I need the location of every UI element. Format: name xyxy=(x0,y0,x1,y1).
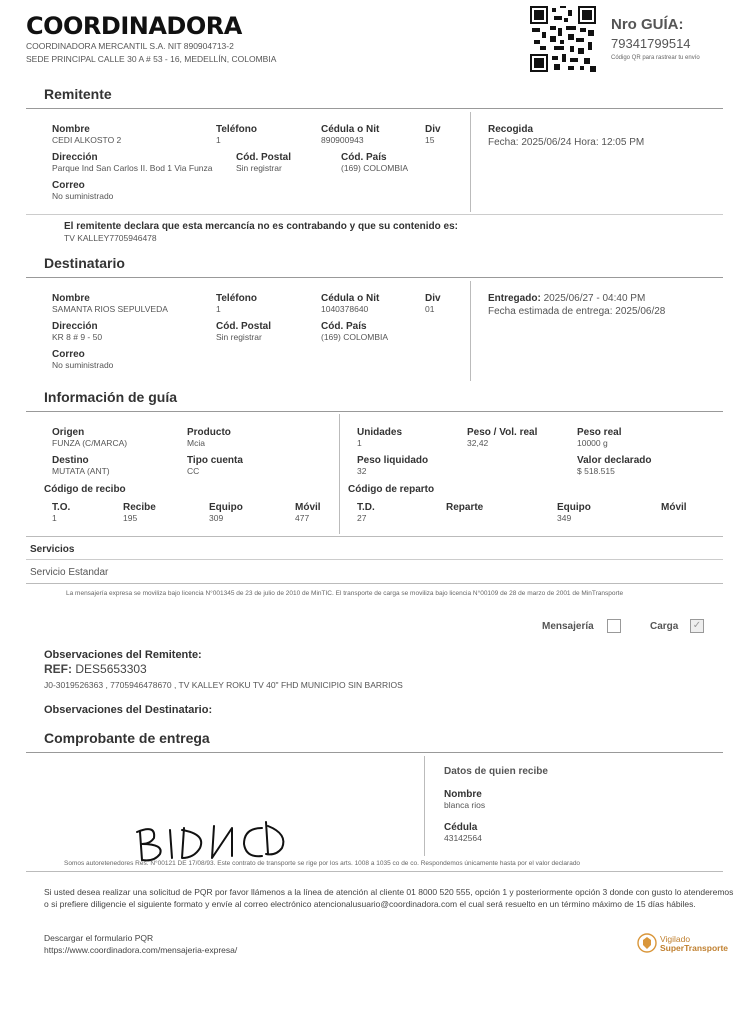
des-postal: Sin registrar xyxy=(216,332,262,342)
tipo-cuenta-label: Tipo cuenta xyxy=(187,455,243,466)
des-div: 01 xyxy=(425,304,435,314)
rem-cedula-label: Cédula o Nit xyxy=(321,124,380,135)
codigo-recibo-title: Código de recibo xyxy=(44,484,126,495)
peso-vol: 32,42 xyxy=(467,438,489,448)
obs-remitente-title: Observaciones del Remitente: xyxy=(44,649,202,661)
movil-value: 477 xyxy=(295,513,310,523)
recibe-nombre: blanca rios xyxy=(444,800,486,810)
des-pais-label: Cód. País xyxy=(321,321,367,332)
entregado-label: Entregado: xyxy=(488,293,541,304)
recibe-value: 195 xyxy=(123,513,138,523)
guia-number: 79341799514 xyxy=(611,36,691,51)
rem-nombre: CEDI ALKOSTO 2 xyxy=(52,135,122,145)
des-nombre: SAMANTA RIOS SEPULVEDA xyxy=(52,304,168,314)
recibe-nombre-label: Nombre xyxy=(444,789,482,800)
rem-postal: Sin registrar xyxy=(236,163,282,173)
movil-label: Móvil xyxy=(295,502,321,513)
des-correo-label: Correo xyxy=(52,349,85,360)
mensajeria-label: Mensajería xyxy=(542,621,594,632)
recibe-cedula-label: Cédula xyxy=(444,822,478,833)
supertransporte-label: SuperTransporte xyxy=(660,943,729,953)
peso-real-label: Peso real xyxy=(577,427,622,438)
des-cedula: 1040378640 xyxy=(321,304,369,314)
recogida-label: Recogida xyxy=(488,124,534,135)
des-direccion-label: Dirección xyxy=(52,321,98,332)
rem-div: 15 xyxy=(425,135,435,145)
servicios-title: Servicios xyxy=(30,544,75,555)
recogida-value: Fecha: 2025/06/24 Hora: 12:05 PM xyxy=(488,137,645,148)
to-label: T.O. xyxy=(52,502,71,513)
des-telefono-label: Teléfono xyxy=(216,293,257,304)
rem-correo: No suministrado xyxy=(52,191,114,201)
peso-real: 10000 g xyxy=(577,438,608,448)
unidades-label: Unidades xyxy=(357,427,403,438)
valor-declarado-label: Valor declarado xyxy=(577,455,652,466)
qr-caption: Código QR para rastrear tu envío xyxy=(611,55,700,61)
obs-destinatario-title: Observaciones del Destinatario: xyxy=(44,704,213,716)
remitente-title: Remitente xyxy=(44,86,112,102)
td-value: 27 xyxy=(357,513,367,523)
reparte-label: Reparte xyxy=(446,502,484,513)
coordinadora-logo: COORDINADORA xyxy=(26,12,242,40)
entregado-row xyxy=(488,293,645,304)
ref-value: DES5653303 xyxy=(75,662,147,676)
company-line1: COORDINADORA MERCANTIL S.A. NIT 890904713-2 xyxy=(26,41,234,51)
des-correo: No suministrado xyxy=(52,360,114,370)
des-direccion: KR 8 # 9 - 50 xyxy=(52,332,103,342)
movil2-label: Móvil xyxy=(661,502,687,513)
des-nombre-label: Nombre xyxy=(52,293,90,304)
origen: FUNZA (C/MARCA) xyxy=(52,438,128,448)
legal-text: Somos autoretenedores Res. N°00121 DE 17/08/93. Este contrato de transporte se rige por los arts. 1008 a 1035 co de co. Respondemos únicamente hasta por el valor declarado xyxy=(64,860,581,867)
rem-pais: (169) COLOMBIA xyxy=(341,163,409,173)
rem-direccion-label: Dirección xyxy=(52,152,98,163)
licencia-text: La mensajería expresa se moviliza bajo licencia N°001345 de 23 de julio de 2010 de MinTIC. El transporte de carga se moviliza bajo licencia N°00109 de 28 de marzo de 2001 de MinTransporte xyxy=(66,590,624,597)
destinatario-title: Destinatario xyxy=(44,255,125,271)
rem-cedula: 890900943 xyxy=(321,135,364,145)
equipo-label: Equipo xyxy=(209,502,243,513)
vigilado-label: Vigilado xyxy=(660,934,691,944)
guia-label: Nro GUÍA: xyxy=(611,16,684,33)
des-telefono: 1 xyxy=(216,304,221,314)
tipo-cuenta: CC xyxy=(187,466,200,476)
destino: MUTATA (ANT) xyxy=(52,466,110,476)
pqr-link[interactable]: https://www.coordinadora.com/mensajeria-expresa/ xyxy=(44,945,238,955)
contenido: TV KALLEY7705946478 xyxy=(64,233,157,243)
ref-label: REF: xyxy=(44,662,72,676)
recibe-cedula: 43142564 xyxy=(444,833,482,843)
mensajeria-checkbox[interactable] xyxy=(607,619,621,633)
supertransporte-shield-icon xyxy=(637,932,657,954)
entregado-value: 2025/06/27 - 04:40 PM xyxy=(543,293,646,304)
des-div-label: Div xyxy=(425,293,441,304)
peso-vol-label: Peso / Vol. real xyxy=(467,427,538,438)
recibe-label: Recibe xyxy=(123,502,156,513)
equipo2-label: Equipo xyxy=(557,502,591,513)
destino-label: Destino xyxy=(52,455,89,466)
guia-title: Información de guía xyxy=(44,389,178,405)
declaracion: El remitente declara que esta mercancía no es contrabando y que su contenido es: xyxy=(64,221,459,232)
rem-postal-label: Cód. Postal xyxy=(236,152,292,163)
company-line2: SEDE PRINCIPAL CALLE 30 A # 53 - 16, MEDELLÍN, COLOMBIA xyxy=(26,54,277,64)
rem-correo-label: Correo xyxy=(52,180,85,191)
descargar-label: Descargar el formulario PQR xyxy=(44,933,154,943)
pqr-text: Si usted desea realizar una solicitud de PQR por favor llámenos a la línea de atención al cliente 01 8000 520 555, opción 1 y posteriormente opción 3 donde con gusto lo atenderemos o si prefiere diligencie el siguiente formato y envíe al correo electrónico atencionalusuario@coordinadora.com el cual será resuelto en un término máximo de 15 días hábiles. xyxy=(44,887,734,909)
peso-liquidado-label: Peso liquidado xyxy=(357,455,429,466)
producto-label: Producto xyxy=(187,427,231,438)
fecha-estimada: Fecha estimada de entrega: 2025/06/28 xyxy=(488,306,666,317)
rem-direccion: Parque Ind San Carlos II. Bod 1 Via Funza xyxy=(52,163,213,173)
equipo2-value: 349 xyxy=(557,513,572,523)
des-cedula-label: Cédula o Nit xyxy=(321,293,380,304)
equipo-value: 309 xyxy=(209,513,224,523)
comprobante-title: Comprobante de entrega xyxy=(44,730,210,746)
td-label: T.D. xyxy=(357,502,375,513)
des-pais: (169) COLOMBIA xyxy=(321,332,389,342)
producto: Mcia xyxy=(187,438,205,448)
servicio-value: Servicio Estandar xyxy=(30,567,109,578)
rem-nombre-label: Nombre xyxy=(52,124,90,135)
ref-row xyxy=(44,662,147,676)
peso-liquidado: 32 xyxy=(357,466,367,476)
signature-icon xyxy=(132,818,292,864)
origen-label: Origen xyxy=(52,427,85,438)
rem-div-label: Div xyxy=(425,124,441,135)
rem-pais-label: Cód. País xyxy=(341,152,387,163)
carga-checkbox[interactable]: ✓ xyxy=(690,619,704,633)
codigo-reparto-title: Código de reparto xyxy=(348,484,435,495)
to-value: 1 xyxy=(52,513,57,523)
des-postal-label: Cód. Postal xyxy=(216,321,272,332)
carga-label: Carga xyxy=(650,621,679,632)
unidades: 1 xyxy=(357,438,362,448)
datos-recibe-title: Datos de quien recibe xyxy=(444,766,548,777)
rem-telefono-label: Teléfono xyxy=(216,124,257,135)
valor-declarado: $ 518.515 xyxy=(577,466,615,476)
rem-telefono: 1 xyxy=(216,135,221,145)
obs-detalle: J0-3019526363 , 7705946478670 , TV KALLEY ROKU TV 40" FHD MUNICIPIO SIN BARRIOS xyxy=(44,680,403,690)
qr-code-icon xyxy=(530,6,596,72)
